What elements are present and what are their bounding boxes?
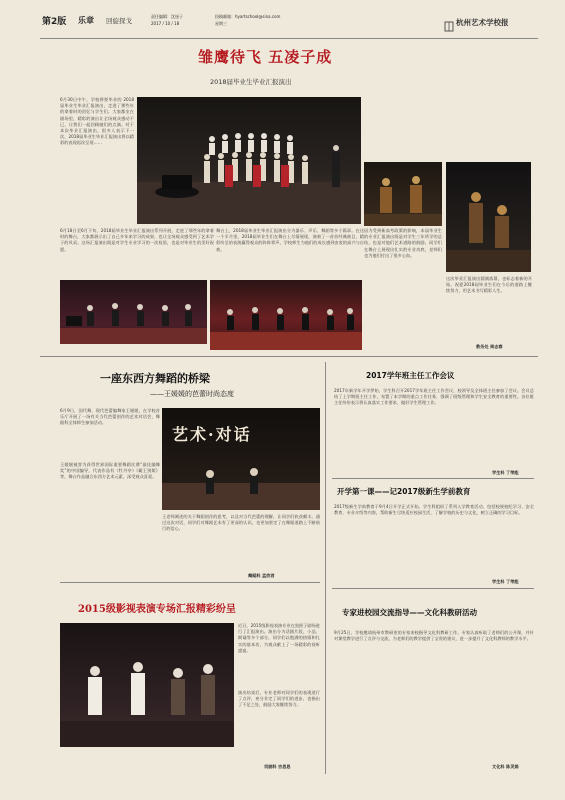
article3-body2: 演出结束后，专业老师对同学们的表现进行了点评，充分肯定了同学们的进步，也指出了不足之处，鼓励大家继续努力。 xyxy=(238,690,320,708)
article1-body2: 舞台上，2018届毕业生毕业汇报演出分为器乐、声乐、舞蹈等多个篇章。在这一个半月里，2018届毕业生们在舞台上尽情展现，演奏了一首首经典曲目，精彩纷呈的表演赢得观众的阵阵掌声，学校师生为他们的成长感到由衷的高兴与自豪。 xyxy=(216,228,364,252)
page-number: 第2版 xyxy=(42,17,67,27)
article4-credit: 学生科 丁荣彪 xyxy=(492,470,519,475)
article5-title: 开学第一课——记2017级新生学前教育 xyxy=(337,487,471,496)
page-header xyxy=(20,10,545,36)
article3-body1: 近日，2015级影视表演专业在黑匣子剧场进行了汇报演出。演出分为话剧片段、小品、朗诵等多个部分，同学们以饱满的热情和扎实的基本功，为观众献上了一场精彩的视听盛宴。 xyxy=(238,623,320,653)
column-name: 回旋探戈 xyxy=(106,17,132,25)
costume-performance-photo xyxy=(364,162,442,226)
article1-title: 雏鹰待飞 五凌子成 xyxy=(198,48,333,66)
graduation-concert-photo xyxy=(137,97,361,224)
article6-body: 9月25日，学校邀请杭州市教研室的专家来校指导文化科教研工作。专家认真听取了老师们的公开课，并针对课堂教学进行了点评与交流，为老师们的教学提供了宝贵的建议，进一步提升了文化科教师的教学水平。 xyxy=(334,630,534,642)
drama-scene-photo xyxy=(446,162,531,272)
film-performance-photo xyxy=(60,623,234,747)
art-dialogue-photo xyxy=(162,408,320,510)
article2-body2: 王媛媛被誉为获得世界国际重要舞蹈比赛“最佳编舞奖”的中国编导，代表作品有《牡丹亭》《霸王别姬》等，舞台作品融合东西方艺术元素，深受观众喜爱。 xyxy=(60,462,160,480)
orchestra-stage-photo xyxy=(210,280,362,350)
article2-body3: 王老师阐述的关于舞蹈创作的思考，以及对当代芭蕾的理解，让同学们收获颇丰。通过这次对话，同学们对舞蹈艺术有了更深的认识，也更加坚定了在舞蹈道路上不断前行的信心。 xyxy=(162,514,320,532)
article2-subtitle: ——王媛媛的芭蕾时尚态度 xyxy=(150,390,234,398)
article4-title: 2017学年班主任工作会议 xyxy=(366,371,455,380)
submission-email: 投稿邮箱：hyartschool@sina.com xyxy=(215,14,281,19)
article1-body4: 这次毕业汇报演出圆满落幕，也标志着新的开始。祝愿2018届毕业生们在今后的道路上继续努力，用艺术书写精彩人生。 xyxy=(446,276,532,294)
article3-title: 2015级影视表演专场汇报精彩纷呈 xyxy=(78,604,236,615)
article2-credit: 舞蹈科 孟欣君 xyxy=(248,573,275,578)
weekday: 星期三 xyxy=(215,21,227,26)
section-divider-4 xyxy=(332,588,534,589)
article2-body1: 6月9日，国代舞、现代芭蕾编舞家王媛媛，在学校音乐厅开展了一场有关当代芭蕾创作的艺术对话会，舞蹈科全体师生参加活动。 xyxy=(60,408,160,426)
article5-credit: 学生科 丁荣彪 xyxy=(492,579,519,584)
article6-title: 专家进校园交流指导——文化科教研活动 xyxy=(342,608,477,617)
article6-credit: 文化科 陈灵娟 xyxy=(492,764,519,769)
section-divider-1 xyxy=(40,356,538,357)
column-divider xyxy=(325,362,326,774)
section-name: 乐章 xyxy=(78,16,94,25)
section-divider-3 xyxy=(332,478,534,479)
section-divider-2 xyxy=(60,582,320,583)
article2-title: 一座东西方舞蹈的桥梁 xyxy=(100,372,210,385)
article1-body3: 因为受到新高考政策的影响，本届毕业生的专业汇报演出既是对学生三年所学的总结，也是对他们艺术道路的鼓励。同学们在舞台上展现出扎实的专业功底，老师们也为他们付出了很多心血。 xyxy=(364,228,442,258)
school-logo-icon xyxy=(444,17,454,29)
editor: 责任编辑：沈迷子 xyxy=(151,14,183,19)
instrument-ensemble-photo xyxy=(60,280,207,344)
article4-body: 2017年新学年开学伊始，学生科召开2017学年班主任工作会议，校领导及全体班主任参加了会议。会议总结了上学期班主任工作，布置了本学期的重点工作任务，强调了班级管理和学生安全教育的重要性。各位班主任纷纷表示将认真落实工作要求，做好学生管理工作。 xyxy=(334,388,534,406)
paper-name: 杭州艺术学校报 xyxy=(456,18,509,27)
header-rule xyxy=(40,38,538,39)
article5-body: 2017级新生学前教育于9月4日开学正式开始。学生科组织了系列入学教育活动，包括校规校纪学习、安全教育、专业介绍等内容，帮助新生尽快适应校园生活，了解学校的历史与文化，树立正确的学习目标。 xyxy=(334,504,534,516)
article1-intro: 6月30日中午，学校将要毕业的 2018届毕业生毕业汇报演出，走进了那些年的拿着时的回忆与学生们。大家都坐在剧场里，精彩的演出让全场观众感动不已，让我们一起回顾她们的点滴。对于本次毕业汇报演出，很多人表示下一次，2018届毕业生毕业汇报演出将以精彩的表现再次呈现…… xyxy=(60,97,134,146)
issue-date: 2017 / 10 / 18 xyxy=(151,21,180,26)
article1-credit: 教务处 周志春 xyxy=(476,344,503,349)
article1-body1: 6月18日至6月下旬，2018届毕业生毕业汇报演出系列开展，走进了那些年的拿着时的舞台，大家都展示出了自己多年来学习的成果，也让全场观众感受到了艺术学子的风采。这场汇报演出既是对学生专业学习的一次检验，也是对毕业生的美好祝愿。 xyxy=(60,228,214,252)
photo-banner-text: 艺术·对话 xyxy=(172,425,252,444)
article1-subtitle: 2018届毕业生毕业汇报演出 xyxy=(210,78,292,86)
article3-credit: 戏剧科 吉思思 xyxy=(264,764,291,769)
